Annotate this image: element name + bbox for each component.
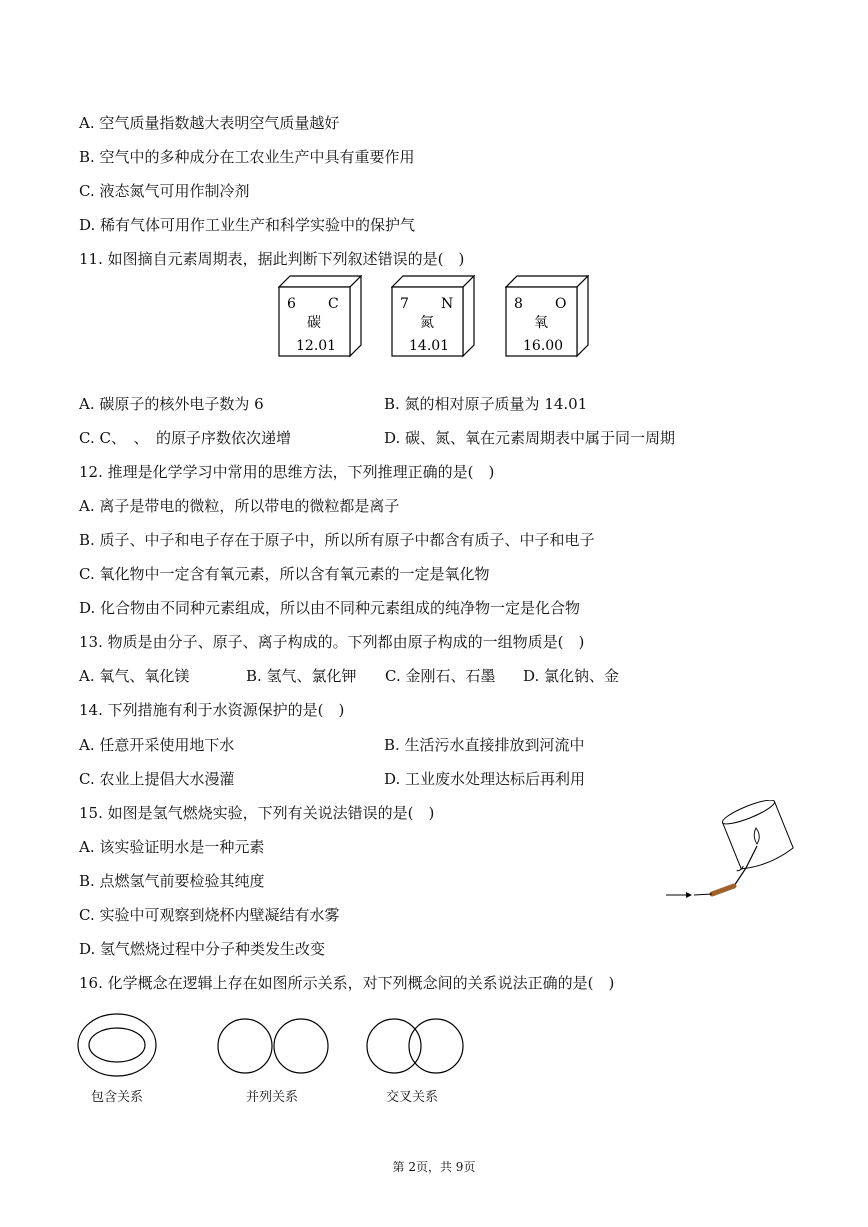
tile-mass: 14.01 <box>409 338 450 354</box>
q13-option-a: A. 氧气、氧化镁 <box>79 667 190 685</box>
q12-option-c: C. 氧化物中一定含有氧元素，所以含有氧元素的一定是氧化物 <box>79 565 490 583</box>
q16-stem: 16. 化学概念在逻辑上存在如图所示关系，对下列概念间的关系说法正确的是( ) <box>79 974 615 992</box>
caption-parallel: 并列关系 <box>246 1090 299 1105</box>
q10-option-c: C. 液态氮气可用作制冷剂 <box>79 182 250 200</box>
element-tile-carbon <box>278 275 362 359</box>
tile-number: 7 <box>400 296 409 312</box>
caption-intersection: 交叉关系 <box>386 1090 439 1105</box>
q15-option-b: B. 点燃氢气前要检验其纯度 <box>79 872 265 890</box>
hydrogen-combustion-figure <box>664 800 794 902</box>
q10-option-d: D. 稀有气体可用作工业生产和科学实验中的保护气 <box>79 216 416 234</box>
tile-number: 6 <box>287 296 296 312</box>
intersection-relation-diagram <box>364 1016 468 1076</box>
tile-symbol: C <box>328 296 339 312</box>
q11-option-d: D. 碳、氮、氧在元素周期表中属于同一周期 <box>384 429 676 447</box>
q10-option-b: B. 空气中的多种成分在工农业生产中具有重要作用 <box>79 148 415 166</box>
parallel-relation-diagram <box>216 1016 332 1076</box>
q14-option-b: B. 生活污水直接排放到河流中 <box>384 736 585 754</box>
q13-stem: 13. 物质是由分子、原子、离子构成的。下列都由原子构成的一组物质是( ) <box>79 633 585 651</box>
q11-option-c: C. C、 、 的原子序数依次递增 <box>79 429 291 447</box>
q14-option-a: A. 任意开采使用地下水 <box>79 736 235 754</box>
tile-name: 氮 <box>420 315 434 331</box>
q15-option-c: C. 实验中可观察到烧杯内壁凝结有水雾 <box>79 906 340 924</box>
element-tile-nitrogen <box>391 275 475 359</box>
q15-stem: 15. 如图是氢气燃烧实验，下列有关说法错误的是( ) <box>79 804 435 822</box>
tile-symbol: N <box>441 296 454 312</box>
q11-option-a: A. 碳原子的核外电子数为 6 <box>79 395 264 413</box>
q12-stem: 12. 推理是化学学习中常用的思维方法，下列推理正确的是( ) <box>79 463 495 481</box>
q14-option-d: D. 工业废水处理达标后再利用 <box>384 770 586 788</box>
inclusion-relation-diagram <box>76 1012 158 1080</box>
tile-name: 氧 <box>534 315 548 331</box>
q11-stem: 11. 如图摘自元素周期表，据此判断下列叙述错误的是( ) <box>79 250 465 268</box>
q10-option-a: A. 空气质量指数越大表明空气质量越好 <box>79 114 340 132</box>
q14-option-c: C. 农业上提倡大水漫灌 <box>79 770 235 788</box>
q15-option-a: A. 该实验证明水是一种元素 <box>79 838 265 856</box>
caption-inclusion: 包含关系 <box>91 1090 144 1105</box>
q12-option-a: A. 离子是带电的微粒，所以带电的微粒都是离子 <box>79 497 400 515</box>
q14-stem: 14. 下列措施有利于水资源保护的是( ) <box>79 701 345 719</box>
tile-mass: 16.00 <box>523 338 564 354</box>
tile-mass: 12.01 <box>296 338 337 354</box>
q13-option-b: B. 氢气、氯化钾 <box>246 667 357 685</box>
q15-option-d: D. 氢气燃烧过程中分子种类发生改变 <box>79 940 326 958</box>
element-tile-oxygen <box>505 275 589 359</box>
tile-name: 碳 <box>307 315 321 331</box>
tile-symbol: O <box>555 296 567 312</box>
page-footer: 第 2页，共 9页 <box>392 1160 476 1174</box>
q13-option-c: C. 金刚石、石墨 <box>385 667 496 685</box>
q11-option-b: B. 氮的相对原子质量为 14.01 <box>384 395 588 413</box>
q12-option-d: D. 化合物由不同种元素组成，所以由不同种元素组成的纯净物一定是化合物 <box>79 599 581 617</box>
tile-number: 8 <box>514 296 523 312</box>
q12-option-b: B. 质子、中子和电子存在于原子中，所以所有原子中都含有质子、中子和电子 <box>79 531 595 549</box>
q13-option-d: D. 氯化钠、金 <box>523 667 620 685</box>
